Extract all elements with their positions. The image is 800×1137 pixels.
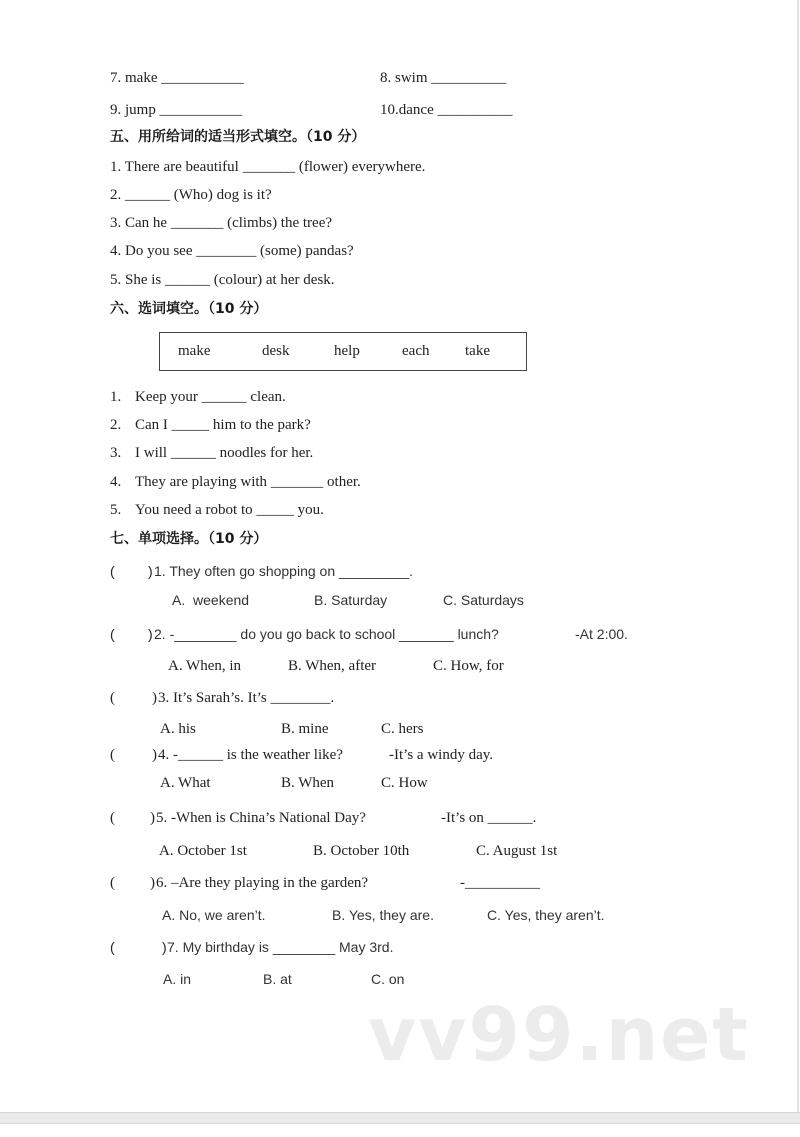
page-separator	[0, 1112, 800, 1124]
item-9-jump: 9. jump ___________	[110, 102, 243, 118]
q3-option-b: B. mine	[281, 721, 329, 737]
section-6-item-3-text: I will ______ noodles for her.	[135, 445, 314, 461]
word-bank-help: help	[334, 343, 360, 359]
q1-answer-paren-close: )	[148, 563, 153, 579]
q5-option-b: B. October 10th	[313, 843, 410, 859]
q1-option-c: C. Saturdays	[443, 592, 524, 608]
watermark: vv99.net	[368, 992, 750, 1078]
q3-stem: 3. It’s Sarah’s. It’s ________.	[158, 690, 335, 706]
q7-answer-paren-close: )	[162, 939, 167, 955]
item-10-dance: 10.dance __________	[380, 102, 513, 118]
q7-option-c: C. on	[371, 971, 405, 987]
q4-stem: 4. -______ is the weather like?	[158, 747, 343, 763]
q4-reply: -It’s a windy day.	[389, 747, 494, 763]
section-6-item-2-text: Can I _____ him to the park?	[135, 417, 311, 433]
section-5-item-4: 4. Do you see ________ (some) pandas?	[110, 243, 354, 259]
section-6-item-5-text: You need a robot to _____ you.	[135, 502, 324, 518]
section-7-heading: 七、单项选择。（10 分）	[110, 531, 268, 547]
q2-option-a: A. When, in	[168, 658, 242, 674]
q1-option-a: A. weekend	[172, 592, 250, 608]
q5-answer-paren-close: )	[150, 810, 155, 826]
section-6-item-5-num: 5.	[110, 502, 122, 518]
q5-option-c: C. August 1st	[476, 843, 558, 859]
word-bank-each: each	[402, 343, 430, 359]
q4-option-b: B. When	[281, 775, 335, 791]
word-bank-desk: desk	[262, 343, 290, 359]
q2-reply: -At 2:00.	[575, 626, 628, 642]
q2-option-c: C. How, for	[433, 658, 504, 674]
section-5-item-3: 3. Can he _______ (climbs) the tree?	[110, 215, 333, 231]
q5-answer-paren-open[interactable]: (	[110, 810, 115, 826]
section-5-item-2: 2. ______ (Who) dog is it?	[110, 187, 272, 203]
q6-option-c: C. Yes, they aren’t.	[487, 907, 605, 923]
word-bank-take: take	[465, 343, 490, 359]
q2-stem: 2. -________ do you go back to school _______ lunch?	[154, 626, 499, 642]
q6-answer-paren-open[interactable]: (	[110, 875, 115, 891]
q7-stem: 7. My birthday is ________ May 3rd.	[167, 939, 394, 955]
item-7-make: 7. make ___________	[110, 70, 244, 86]
item-8-swim: 8. swim __________	[380, 70, 507, 86]
q5-option-a: A. October 1st	[159, 843, 247, 859]
section-6-item-4-num: 4.	[110, 474, 122, 490]
q7-option-a: A. in	[163, 971, 192, 987]
section-5-heading: 五、用所给词的适当形式填空。（10 分）	[110, 129, 366, 145]
q6-answer-paren-close: )	[150, 875, 155, 891]
q5-stem: 5. -When is China’s National Day?	[156, 810, 366, 826]
q4-option-a: A. What	[160, 775, 211, 791]
q3-answer-paren-close: )	[152, 690, 157, 706]
section-5-item-5: 5. She is ______ (colour) at her desk.	[110, 272, 335, 288]
q2-option-b: B. When, after	[288, 658, 377, 674]
section-6-heading: 六、选词填空。（10 分）	[110, 301, 268, 317]
section-6-item-2-num: 2.	[110, 417, 122, 433]
q3-answer-paren-open[interactable]: (	[110, 690, 115, 706]
q6-stem: 6. –Are they playing in the garden?	[156, 875, 369, 891]
q6-option-b: B. Yes, they are.	[332, 907, 434, 923]
q1-answer-paren-open[interactable]: (	[110, 563, 115, 579]
q1-option-b: B. Saturday	[314, 592, 388, 608]
word-bank-make: make	[178, 343, 211, 359]
q7-option-b: B. at	[263, 971, 292, 987]
q4-option-c: C. How	[381, 775, 428, 791]
q5-reply: -It’s on ______.	[441, 810, 537, 826]
section-6-item-3-num: 3.	[110, 445, 122, 461]
q3-option-a: A. his	[160, 721, 196, 737]
section-6-item-1-num: 1.	[110, 389, 122, 405]
section-6-item-1-text: Keep your ______ clean.	[135, 389, 286, 405]
q6-reply: -__________	[460, 875, 540, 891]
q2-answer-paren-open[interactable]: (	[110, 626, 115, 642]
q1-stem: 1. They often go shopping on _________.	[154, 563, 413, 579]
q2-answer-paren-close: )	[148, 626, 153, 642]
next-page-top	[0, 1124, 800, 1137]
q4-answer-paren-close: )	[152, 747, 157, 763]
q4-answer-paren-open[interactable]: (	[110, 747, 115, 763]
q6-option-a: A. No, we aren’t.	[162, 907, 266, 923]
q3-option-c: C. hers	[381, 721, 424, 737]
q7-answer-paren-open[interactable]: (	[110, 939, 115, 955]
section-5-item-1: 1. There are beautiful _______ (flower) everywhere.	[110, 159, 426, 175]
section-6-item-4-text: They are playing with _______ other.	[135, 474, 361, 490]
